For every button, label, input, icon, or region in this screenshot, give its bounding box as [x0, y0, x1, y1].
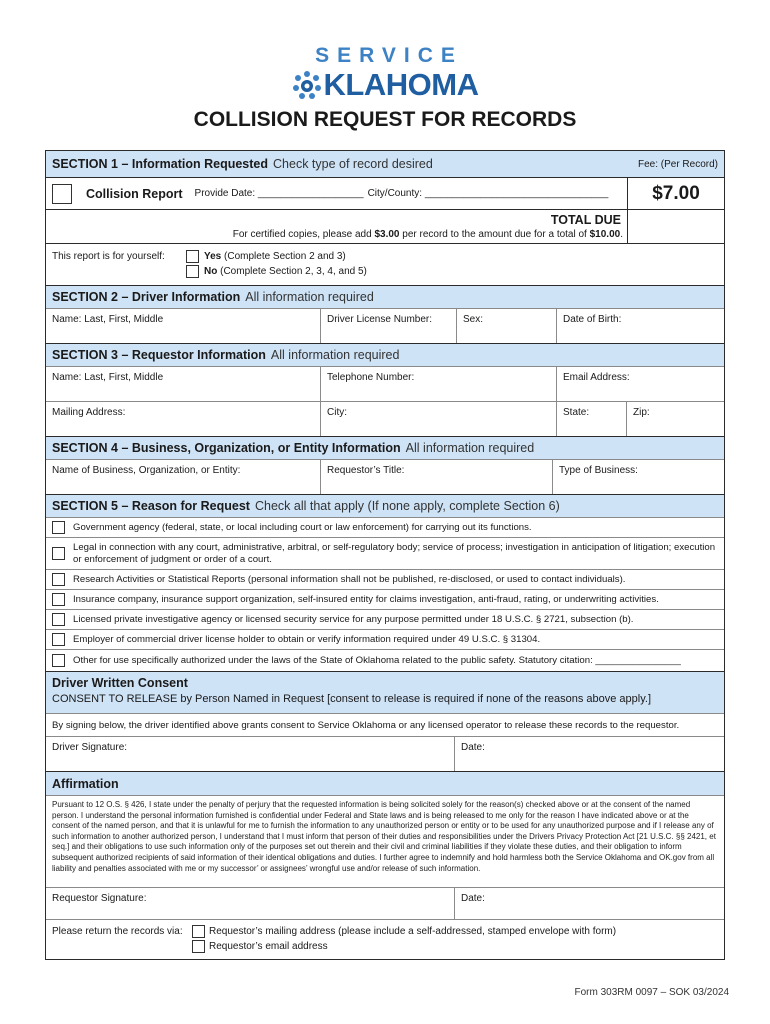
- section-3-header: [46, 343, 724, 366]
- yes-option: Yes (Complete Section 2 and 3): [204, 251, 346, 262]
- section-4-header: [46, 436, 724, 459]
- city-field[interactable]: City:: [320, 402, 556, 436]
- report-for-yourself-row: [46, 243, 724, 285]
- section-5-title: SECTION 5 – Reason for Request: [52, 499, 250, 513]
- reason-label: Employer of commercial driver license holder to obtain or verify information required under 49 U.S.C. § 31304.: [73, 633, 541, 645]
- mailing-address-field[interactable]: Mailing Address:: [52, 407, 126, 418]
- certified-copies-note: For certified copies, please add $3.00 per record to the amount due for a total of $10.00.: [232, 229, 623, 240]
- price-value: $7.00: [627, 178, 724, 209]
- consent-subtitle: CONSENT TO RELEASE by Person Named in Request [consent to release is required if none of the reasons above apply.]: [52, 693, 652, 705]
- total-due-label: TOTAL DUE: [550, 213, 621, 227]
- section-2-subtitle: All information required: [245, 290, 374, 304]
- no-option: No (Complete Section 2, 3, 4, and 5): [204, 266, 367, 277]
- section-4-title: SECTION 4 – Business, Organization, or Entity Information: [52, 441, 401, 455]
- affirmation-header: [46, 771, 724, 795]
- affirmation-text: Pursuant to 12 O.S. § 426, I state under the penalty of perjury that the requested information is being solicited solely for the reason(s) checked above or at the consent of the named person. I understand the personal information furnished is confidential under Federal and State laws and is being released to me only for the reason I have indicated above or at the consent of the named person, and that it is unlawful for me to furnish the information to any unauthorized person or entity or to be used for any unauthorized purpose and if I release any of such information to another authorized person, I understand that I must inform that person of their duties and responsibilities under the Drivers Privacy Protection Act [21 U.S.C. §§ 2421, et seq.] and their obligations to use such information only of the purposes set out therein and their civil and criminal liabilities if they violate these duties, and their obligation to inform subsequent authorized recipients of said information of their identical obligations and duties. I further agree to indemnify and hold harmless both the Service Oklahoma and OK.gov from all liability and penalties associated with me or my successor’ or assignees’ wrongful use and/or release of such information.: [46, 795, 724, 887]
- dob-field[interactable]: Date of Birth:: [556, 309, 724, 343]
- state-field[interactable]: State:: [556, 402, 626, 436]
- no-checkbox[interactable]: [186, 265, 199, 278]
- reason-label: Licensed private investigative agency or licensed security service for any purpose permitted under 18 U.S.C. § 2721, subsection (b).: [73, 613, 634, 625]
- collision-report-row: [46, 177, 724, 209]
- section-1-header: [46, 151, 724, 177]
- city-county-field[interactable]: City/County: _________________________________: [367, 188, 609, 199]
- form-number: Form 303RM 0097 – SOK 03/2024: [574, 987, 729, 998]
- return-email-label: Requestor’s email address: [209, 941, 328, 952]
- provide-date-field[interactable]: Provide Date: ___________________: [194, 188, 364, 199]
- section-5-subtitle: Check all that apply (If none apply, complete Section 6): [254, 499, 560, 513]
- logo-mark-icon: [292, 70, 322, 100]
- driver-info-row: [46, 308, 724, 343]
- total-due-row: [46, 209, 724, 243]
- total-due-input[interactable]: [627, 210, 724, 243]
- driver-signature-field[interactable]: Driver Signature:: [52, 742, 128, 753]
- reason-row-government: [46, 517, 724, 537]
- reason-checkbox[interactable]: [52, 547, 65, 560]
- reason-row-legal: [46, 537, 724, 569]
- requestor-name-field[interactable]: Name: Last, First, Middle: [52, 372, 164, 383]
- requestor-signature-date-field[interactable]: Date:: [454, 888, 724, 919]
- section-5-header: [46, 494, 724, 517]
- yes-checkbox[interactable]: [186, 250, 199, 263]
- section-1-subtitle: Check type of record desired: [273, 157, 433, 171]
- consent-header: [46, 671, 724, 713]
- telephone-field[interactable]: Telephone Number:: [320, 367, 556, 401]
- service-oklahoma-logo: [0, 44, 770, 102]
- logo-oklahoma-text: KLAHOMA: [323, 67, 479, 102]
- reason-checkbox[interactable]: [52, 654, 65, 667]
- reason-label: Government agency (federal, state, or local including court or law enforcement) for carrying out its functions.: [73, 521, 532, 533]
- reason-row-other: [46, 649, 724, 671]
- reason-row-insurance: [46, 589, 724, 609]
- reason-row-research: [46, 569, 724, 589]
- fee-label: Fee: (Per Record): [637, 158, 718, 170]
- consent-statement: By signing below, the driver identified above grants consent to Service Oklahoma or any licensed operator to release these records to the requestor.: [46, 713, 724, 736]
- reason-row-employer: [46, 629, 724, 649]
- business-row: [46, 459, 724, 494]
- reason-label: Other for use specifically authorized under the laws of the State of Oklahoma related to the public safety. Statutory citation: ________________: [73, 654, 681, 666]
- return-email-checkbox[interactable]: [192, 940, 205, 953]
- requestor-row-2: [46, 401, 724, 436]
- return-mail-checkbox[interactable]: [192, 925, 205, 938]
- reason-row-investigative: [46, 609, 724, 629]
- section-2-title: SECTION 2 – Driver Information: [52, 290, 241, 304]
- driver-name-field[interactable]: Name: Last, First, Middle: [52, 314, 164, 325]
- section-3-subtitle: All information required: [270, 348, 400, 362]
- return-method-row: [46, 919, 724, 959]
- collision-report-checkbox[interactable]: [52, 184, 72, 204]
- logo-service-text: SERVICE: [315, 44, 463, 67]
- requestor-row-1: [46, 366, 724, 401]
- consent-title: Driver Written Consent: [52, 676, 188, 690]
- document-title: COLLISION REQUEST FOR RECORDS: [193, 108, 577, 131]
- section-1-title: SECTION 1 – Information Requested: [52, 157, 269, 171]
- affirmation-title: Affirmation: [52, 776, 119, 791]
- section-3-title: SECTION 3 – Requestor Information: [52, 348, 266, 362]
- requestor-signature-field[interactable]: Requestor Signature:: [52, 893, 147, 904]
- return-mail-label: Requestor’s mailing address (please include a self-addressed, stamped envelope with form): [209, 926, 617, 937]
- reason-checkbox[interactable]: [52, 573, 65, 586]
- reason-checkbox[interactable]: [52, 633, 65, 646]
- request-form: [45, 150, 725, 960]
- section-2-header: [46, 285, 724, 308]
- driver-signature-date-field[interactable]: Date:: [454, 737, 724, 771]
- zip-field[interactable]: Zip:: [626, 402, 724, 436]
- driver-license-field[interactable]: Driver License Number:: [320, 309, 456, 343]
- email-field[interactable]: Email Address:: [556, 367, 724, 401]
- report-for-yourself-label: This report is for yourself:: [52, 251, 165, 262]
- reason-label: Insurance company, insurance support organization, self-insured entity for claims investigation, anti-fraud, rating, or underwriting activities.: [73, 593, 659, 605]
- reason-checkbox[interactable]: [52, 521, 65, 534]
- requestor-signature-row: [46, 887, 724, 919]
- reason-label: Legal in connection with any court, administrative, arbitral, or self-regulatory body; service of process; investigation in anticipation of litigation; execution or enforcement of judgment or order of a court.: [73, 541, 716, 565]
- business-name-field[interactable]: Name of Business, Organization, or Entity:: [52, 465, 241, 476]
- reason-label: Research Activities or Statistical Reports (personal information shall not be published, re-disclosed, or used to contact individuals).: [73, 573, 626, 585]
- reason-checkbox[interactable]: [52, 593, 65, 606]
- sex-field[interactable]: Sex:: [456, 309, 556, 343]
- reason-checkbox[interactable]: [52, 613, 65, 626]
- driver-signature-row: [46, 736, 724, 771]
- collision-report-label: Collision Report: [86, 186, 183, 201]
- return-method-label: Please return the records via:: [52, 926, 183, 937]
- business-type-field[interactable]: Type of Business:: [552, 460, 724, 494]
- requestor-title-field[interactable]: Requestor’s Title:: [320, 460, 552, 494]
- section-4-subtitle: All information required: [405, 441, 535, 455]
